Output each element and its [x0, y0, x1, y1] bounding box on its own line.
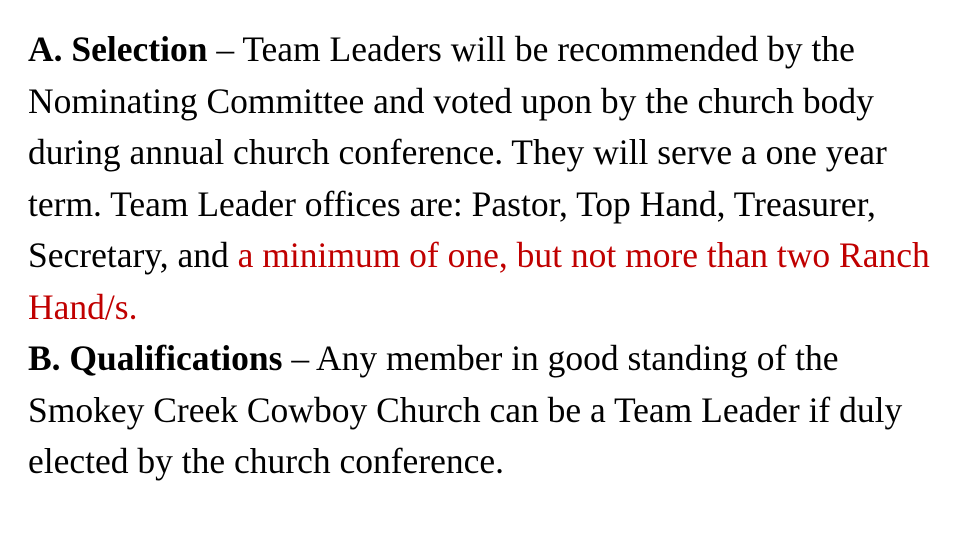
section-a-dash: – [207, 29, 243, 69]
section-b-dash: – [282, 338, 316, 378]
section-a-paragraph [28, 24, 948, 333]
slide-body [28, 24, 948, 488]
section-b-text: Any member in good standing of the Smokey Creek Cowboy Church can be a Team Leader if duly elected by the church conference. [28, 338, 903, 481]
section-b-heading: B. Qualifications [28, 338, 283, 378]
section-a-highlight: a minimum of one, but not more than two Ranch Hand/s. [28, 235, 930, 327]
section-a-text: Team Leaders will be recommended by the Nominating Committee and voted upon by the church body during annual church conference. They will serve a one year term. Team Leader offices are: Pastor, Top Hand, Treasurer, Secretary, and [28, 29, 887, 275]
section-b-paragraph [28, 333, 948, 488]
section-a-heading: A. Selection [28, 29, 208, 69]
